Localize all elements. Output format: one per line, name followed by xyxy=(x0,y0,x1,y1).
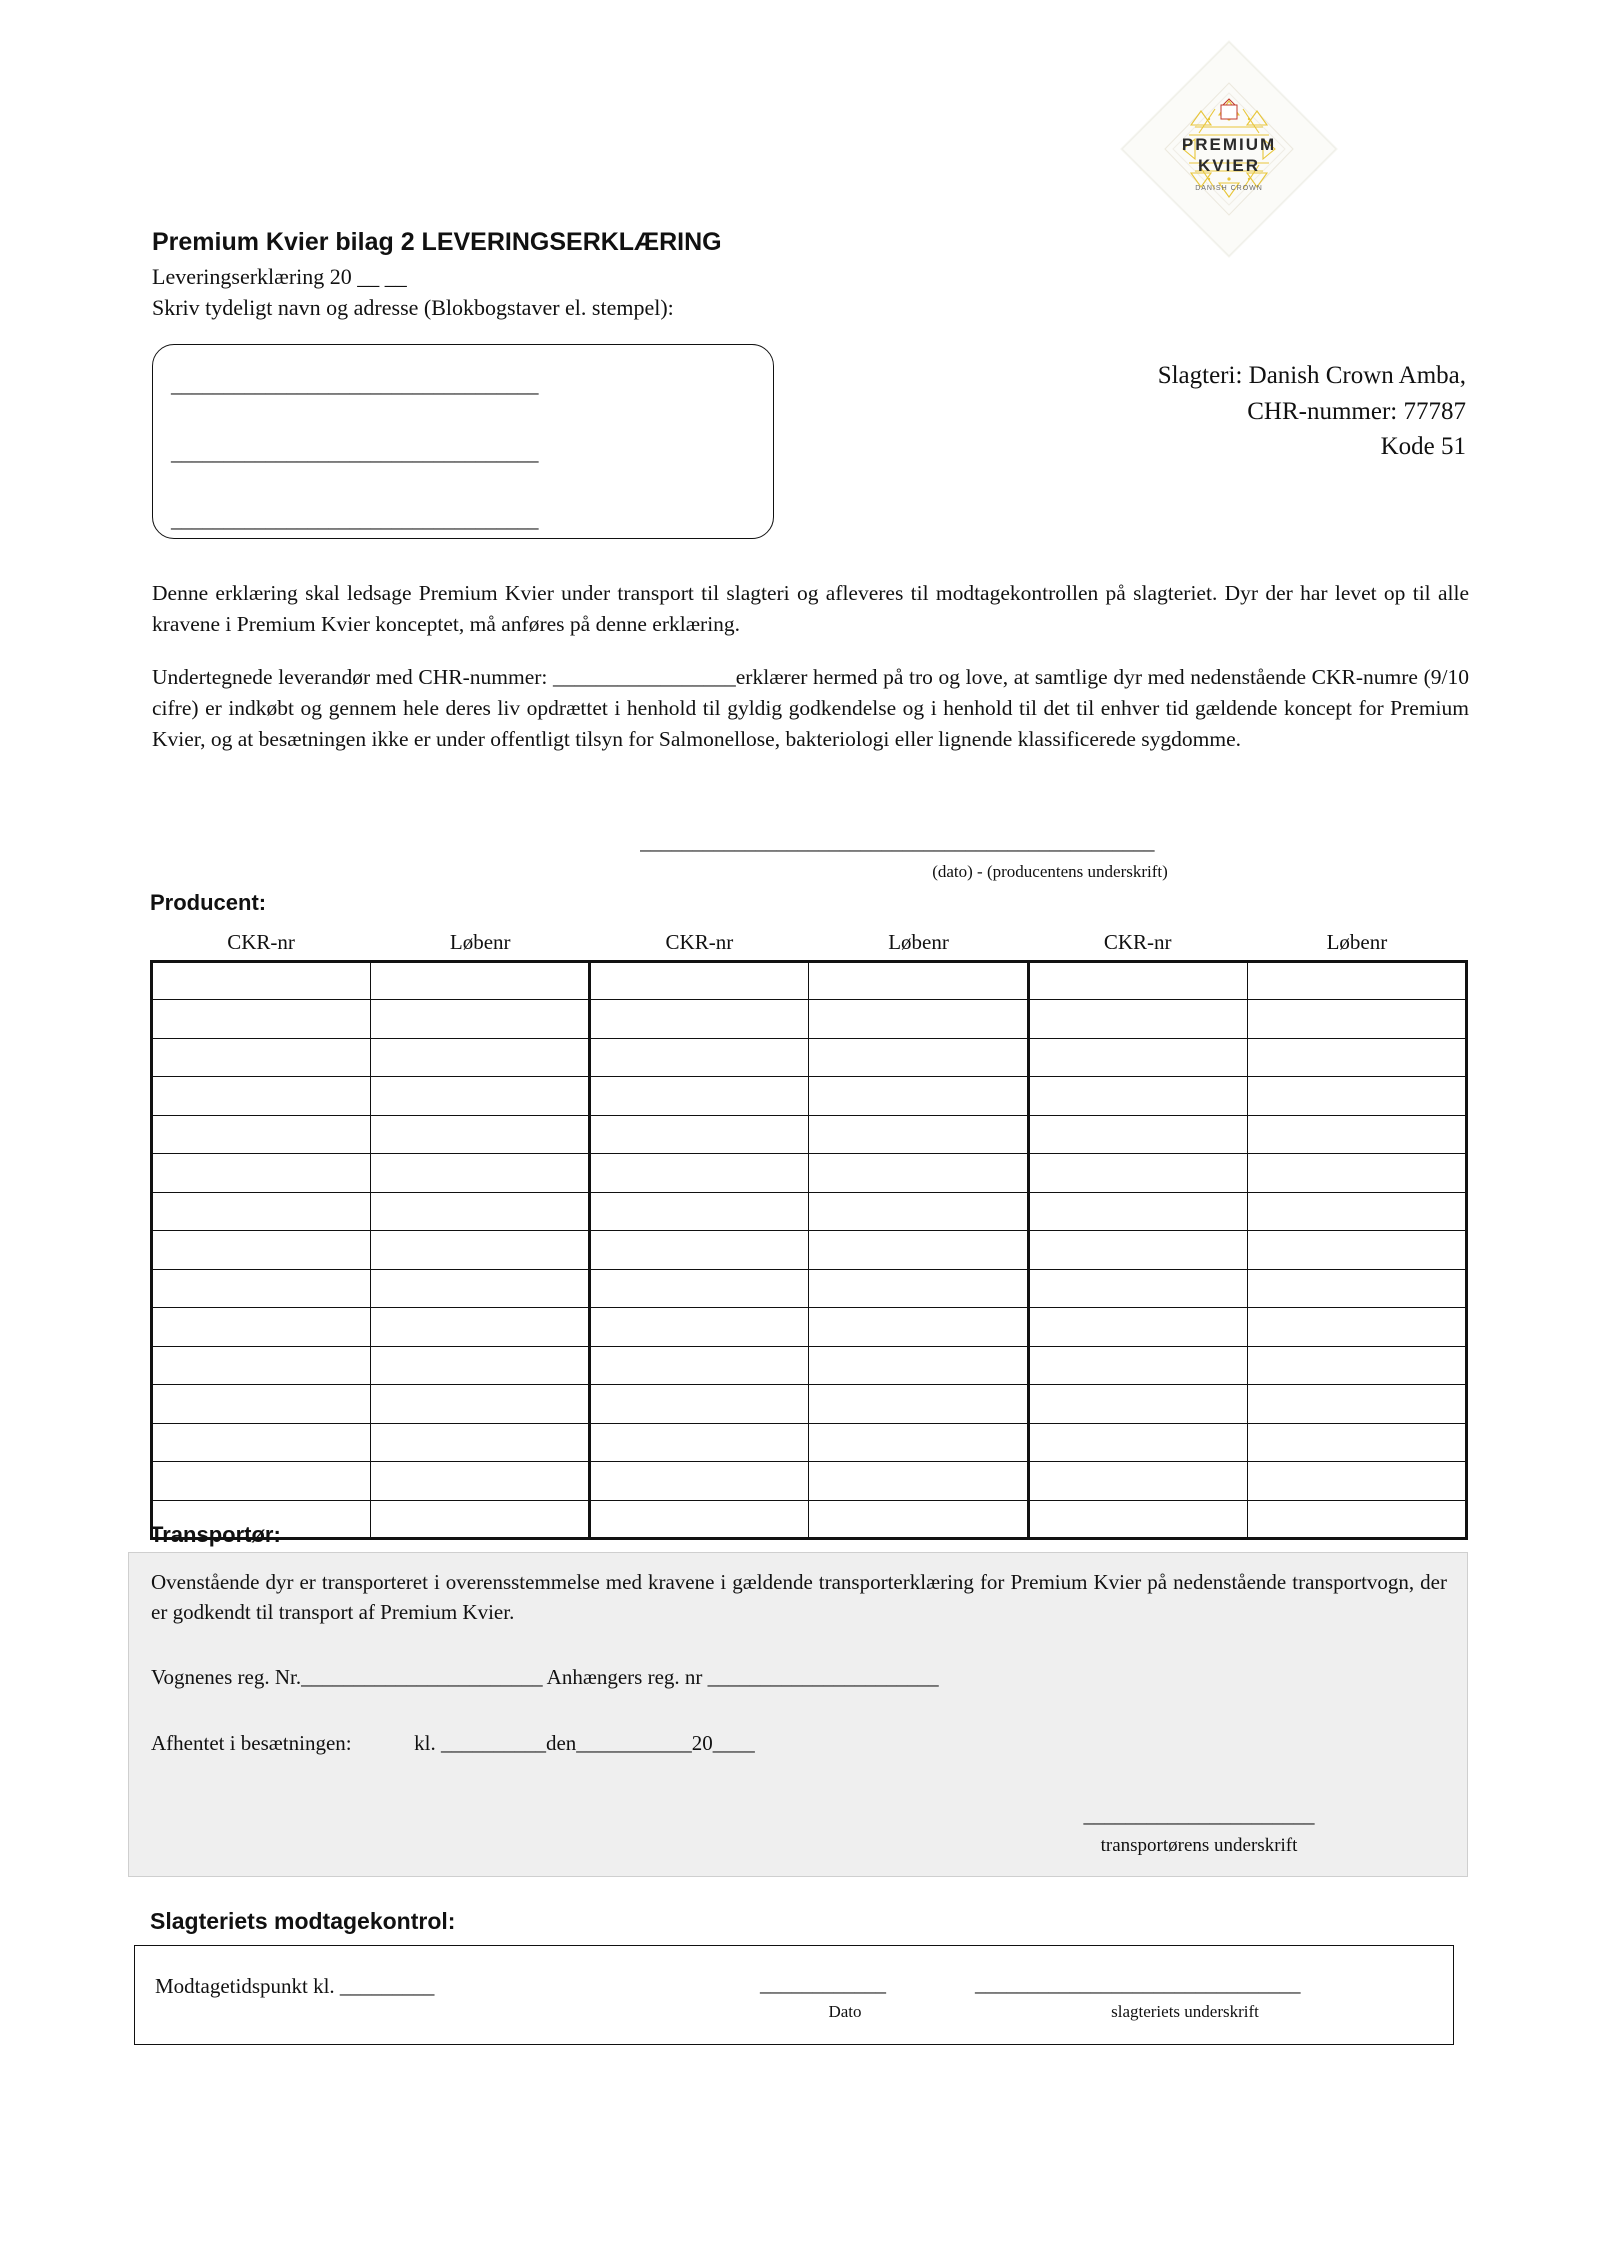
table-cell[interactable] xyxy=(371,1308,590,1347)
transport-vehicle-fields[interactable]: Vognenes reg. Nr._______________________ Anhængers reg. nr ______________________ xyxy=(151,1665,939,1689)
table-cell[interactable] xyxy=(809,1077,1028,1116)
reception-time-field[interactable]: Modtagetidspunkt kl. _________ xyxy=(155,1974,435,1998)
table-cell[interactable] xyxy=(1247,961,1466,1000)
slaughterhouse-code: Kode 51 xyxy=(1380,433,1466,460)
reception-date-line[interactable]: ____________ xyxy=(760,1972,886,1996)
table-cell[interactable] xyxy=(1247,1038,1466,1077)
table-cell[interactable] xyxy=(152,1346,371,1385)
table-cell[interactable] xyxy=(590,961,809,1000)
table-row[interactable] xyxy=(152,1423,1467,1462)
col-lobenr-3: Løbenr xyxy=(1247,925,1466,961)
reception-section[interactable] xyxy=(134,1945,1454,2045)
table-cell[interactable] xyxy=(1247,1385,1466,1424)
reception-label: Slagteriets modtagekontrol: xyxy=(150,1908,456,1934)
logo-inner xyxy=(1129,49,1329,249)
table-cell[interactable] xyxy=(1028,1115,1247,1154)
paragraph-transport-info: Denne erklæring skal ledsage Premium Kvier under transport til slagteri og afleveres til modtagekontrollen på slagteriet. Dyr der har levet op til alle kravene i Premium Kvier konceptet, må anføres på denne erklæring. xyxy=(152,581,1469,637)
table-cell[interactable] xyxy=(371,1462,590,1501)
table-cell[interactable] xyxy=(590,1423,809,1462)
col-ckr-3: CKR-nr xyxy=(1028,925,1247,961)
table-cell[interactable] xyxy=(1247,1423,1466,1462)
table-cell[interactable] xyxy=(1247,1192,1466,1231)
transport-paragraph: Ovenstående dyr er transporteret i overensstemmelse med kravene i gældende transporterklæring for Premium Kvier på nedenstående transportvogn, der er godkendt til transport af Premium Kvier. xyxy=(151,1570,1447,1625)
table-cell[interactable] xyxy=(152,1231,371,1270)
table-cell[interactable] xyxy=(371,1385,590,1424)
table-cell[interactable] xyxy=(590,1231,809,1270)
table-cell[interactable] xyxy=(590,1462,809,1501)
transport-section[interactable] xyxy=(128,1552,1468,1877)
table-cell[interactable] xyxy=(371,1000,590,1039)
slaughterhouse-chr: CHR-nummer: 77787 xyxy=(1247,397,1466,425)
table-cell[interactable] xyxy=(371,1423,590,1462)
reception-signature-line[interactable]: _______________________________ xyxy=(975,1972,1301,1996)
table-cell[interactable] xyxy=(371,961,590,1000)
reception-signature-caption: slagteriets underskrift xyxy=(1111,2002,1259,2021)
table-cell[interactable] xyxy=(152,1115,371,1154)
premium-kvier-logo xyxy=(1118,38,1340,260)
table-cell[interactable] xyxy=(152,1038,371,1077)
table-cell[interactable] xyxy=(590,1077,809,1116)
table-cell[interactable] xyxy=(1247,1000,1466,1039)
table-cell[interactable] xyxy=(371,1038,590,1077)
table-cell[interactable] xyxy=(590,1346,809,1385)
table-cell[interactable] xyxy=(590,1385,809,1424)
table-cell[interactable] xyxy=(590,1154,809,1193)
table-cell[interactable] xyxy=(1028,1346,1247,1385)
table-cell[interactable] xyxy=(809,1231,1028,1270)
col-lobenr-1: Løbenr xyxy=(371,925,590,961)
transport-pickup-row[interactable] xyxy=(151,1731,1451,1756)
table-cell[interactable] xyxy=(590,1500,809,1539)
table-row[interactable] xyxy=(152,1462,1467,1501)
declaration-year-line: Leveringserklæring 20 __ __ xyxy=(152,264,407,289)
table-row[interactable] xyxy=(152,1192,1467,1231)
table-row[interactable] xyxy=(152,1154,1467,1193)
table-row[interactable] xyxy=(152,1346,1467,1385)
table-cell[interactable] xyxy=(371,1269,590,1308)
table-row[interactable] xyxy=(152,1231,1467,1270)
table-cell[interactable] xyxy=(152,1154,371,1193)
ckr-table-head xyxy=(152,925,1467,961)
table-cell[interactable] xyxy=(1028,1154,1247,1193)
table-cell[interactable] xyxy=(1028,1308,1247,1347)
transport-label: Transportør: xyxy=(150,1522,281,1547)
table-cell[interactable] xyxy=(152,1308,371,1347)
table-cell[interactable] xyxy=(1028,1269,1247,1308)
table-cell[interactable] xyxy=(590,1000,809,1039)
table-cell[interactable] xyxy=(371,1115,590,1154)
table-cell[interactable] xyxy=(371,1154,590,1193)
table-row[interactable] xyxy=(152,1115,1467,1154)
table-cell[interactable] xyxy=(1028,1423,1247,1462)
producer-signature-caption: (dato) - (producentens underskrift) xyxy=(932,862,1168,881)
table-cell[interactable] xyxy=(371,1231,590,1270)
slaughterhouse-name: Slagteri: Danish Crown Amba, xyxy=(1157,362,1466,389)
table-cell[interactable] xyxy=(371,1500,590,1539)
table-cell[interactable] xyxy=(1247,1077,1466,1116)
table-row[interactable] xyxy=(152,1038,1467,1077)
logo-line-3: DANISH CROWN xyxy=(1195,185,1263,192)
table-cell[interactable] xyxy=(1028,1077,1247,1116)
table-cell[interactable] xyxy=(590,1308,809,1347)
table-cell[interactable] xyxy=(371,1346,590,1385)
logo-text xyxy=(1129,135,1329,192)
table-cell[interactable] xyxy=(152,961,371,1000)
table-cell[interactable] xyxy=(1028,961,1247,1000)
col-lobenr-2: Løbenr xyxy=(809,925,1028,961)
table-cell[interactable] xyxy=(1247,1231,1466,1270)
table-cell[interactable] xyxy=(809,1269,1028,1308)
paragraph-declaration: Undertegnede leverandør med CHR-nummer: _________________erklærer hermed på tro og love, at samtlige dyr med nedenstående CKR-numre (9/10 cifre) er indkøbt og gennem hele deres liv opdrættet i henhold til gyldig godkendelse og i henhold til det til enhver tid gældende koncept for Premium Kvier, og at besætningen ikke er under offentligt tilsyn for Salmonellose, bakteriologi eller lignende klassificerede sygdomme. xyxy=(152,665,1469,752)
table-row[interactable] xyxy=(152,1269,1467,1308)
table-cell[interactable] xyxy=(152,1077,371,1116)
table-cell[interactable] xyxy=(1028,1038,1247,1077)
table-cell[interactable] xyxy=(590,1269,809,1308)
table-row[interactable] xyxy=(152,1308,1467,1347)
table-cell[interactable] xyxy=(1028,1385,1247,1424)
table-row[interactable] xyxy=(152,961,1467,1000)
table-cell[interactable] xyxy=(1247,1308,1466,1347)
table-cell[interactable] xyxy=(1028,1500,1247,1539)
table-cell[interactable] xyxy=(1028,1231,1247,1270)
table-cell[interactable] xyxy=(809,1000,1028,1039)
slaughterhouse-info xyxy=(1158,358,1466,465)
table-cell[interactable] xyxy=(809,1038,1028,1077)
table-cell[interactable] xyxy=(152,1423,371,1462)
producer-signature-line[interactable]: _________________________________________________ xyxy=(640,830,1155,854)
table-row[interactable] xyxy=(152,1077,1467,1116)
table-cell[interactable] xyxy=(809,1115,1028,1154)
table-row[interactable] xyxy=(152,1500,1467,1539)
table-cell[interactable] xyxy=(1247,1154,1466,1193)
address-line-3[interactable]: ___________________________________ xyxy=(171,508,539,532)
table-cell[interactable] xyxy=(809,1385,1028,1424)
col-ckr-1: CKR-nr xyxy=(152,925,371,961)
table-cell[interactable] xyxy=(809,961,1028,1000)
table-cell[interactable] xyxy=(809,1462,1028,1501)
producent-label: Producent: xyxy=(150,890,267,915)
transport-signature-line[interactable]: ______________________ xyxy=(1083,1803,1315,1827)
table-cell[interactable] xyxy=(809,1346,1028,1385)
table-cell[interactable] xyxy=(371,1192,590,1231)
table-cell[interactable] xyxy=(1028,1462,1247,1501)
table-cell[interactable] xyxy=(1247,1462,1466,1501)
table-cell[interactable] xyxy=(809,1192,1028,1231)
address-box[interactable] xyxy=(152,344,774,539)
ckr-table-body[interactable] xyxy=(152,961,1467,1539)
table-cell[interactable] xyxy=(590,1192,809,1231)
table-row[interactable] xyxy=(152,1385,1467,1424)
page-title: Premium Kvier bilag 2 LEVERINGSERKLÆRING xyxy=(152,228,722,256)
table-cell[interactable] xyxy=(152,1000,371,1039)
table-cell[interactable] xyxy=(590,1115,809,1154)
address-line-1[interactable]: ___________________________________ xyxy=(171,373,539,397)
transport-signature-caption: transportørens underskrift xyxy=(1100,1835,1298,1856)
table-row[interactable] xyxy=(152,1000,1467,1039)
table-cell[interactable] xyxy=(809,1500,1028,1539)
table-cell[interactable] xyxy=(590,1038,809,1077)
table-cell[interactable] xyxy=(809,1308,1028,1347)
table-cell[interactable] xyxy=(1247,1346,1466,1385)
table-cell[interactable] xyxy=(1247,1269,1466,1308)
transport-pickup-value[interactable]: kl. __________den___________20____ xyxy=(414,1731,755,1755)
name-address-instruction: Skriv tydeligt navn og adresse (Blokbogstaver el. stempel): xyxy=(152,295,674,320)
table-cell[interactable] xyxy=(152,1192,371,1231)
reception-date-caption: Dato xyxy=(828,2002,862,2021)
table-cell[interactable] xyxy=(1028,1000,1247,1039)
logo-line-1: PREMIUM xyxy=(1181,135,1277,154)
table-cell[interactable] xyxy=(809,1423,1028,1462)
table-cell[interactable] xyxy=(1247,1115,1466,1154)
col-ckr-2: CKR-nr xyxy=(590,925,809,961)
table-cell[interactable] xyxy=(809,1154,1028,1193)
table-cell[interactable] xyxy=(152,1462,371,1501)
table-cell[interactable] xyxy=(371,1077,590,1116)
table-header-row xyxy=(152,925,1467,961)
table-cell[interactable] xyxy=(152,1269,371,1308)
table-cell[interactable] xyxy=(1247,1500,1466,1539)
transport-pickup-label: Afhentet i besætningen: xyxy=(151,1731,352,1755)
ckr-table[interactable] xyxy=(150,925,1468,1540)
address-line-2[interactable]: ___________________________________ xyxy=(171,441,539,465)
logo-line-2: KVIER xyxy=(1198,156,1260,175)
table-cell[interactable] xyxy=(152,1385,371,1424)
table-cell[interactable] xyxy=(1028,1192,1247,1231)
